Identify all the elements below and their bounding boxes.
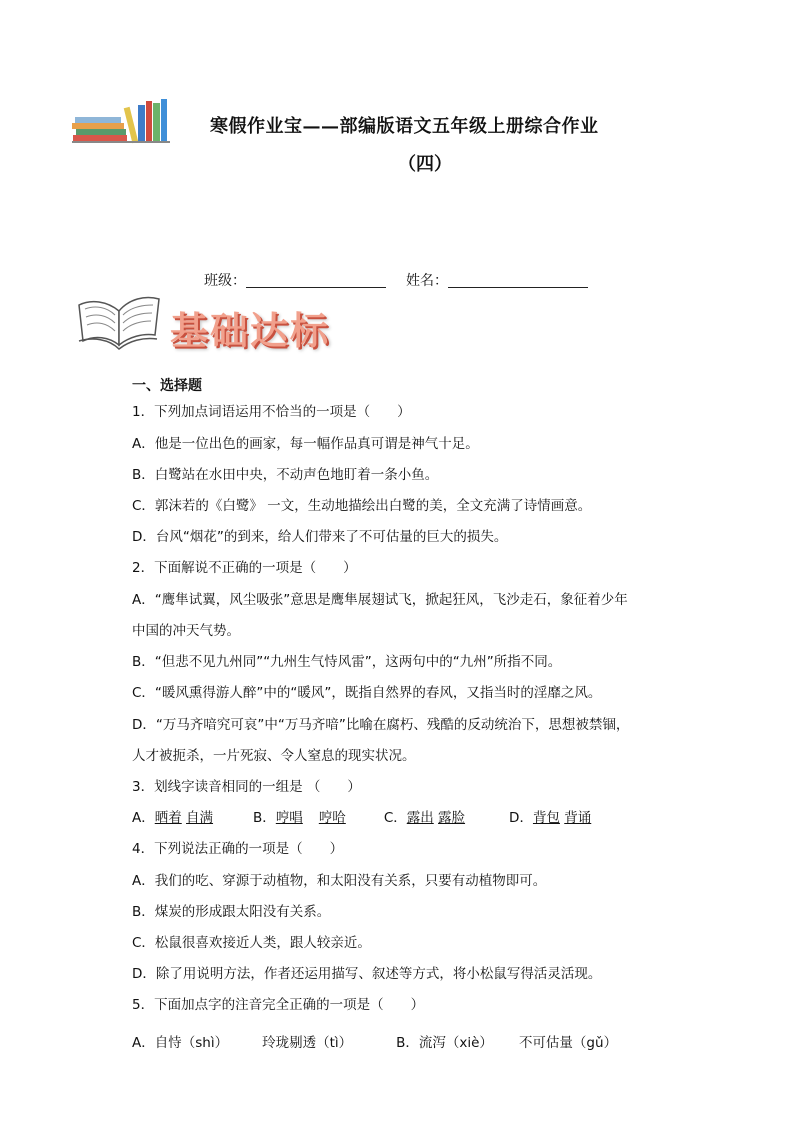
open-book-icon	[73, 293, 165, 353]
page-title: 寒假作业宝——部编版语文五年级上册综合作业	[210, 116, 599, 137]
q3-a-word1: 晒着	[154, 810, 182, 826]
stacked-books-icon	[72, 97, 172, 147]
question-2-option-b: B．“但悲不见九州同”“九州生气恃风雷”，这两句中的“九州”所指不同。	[132, 654, 562, 670]
q3-d-label: D．	[509, 810, 533, 826]
q5-a2: 玲珑剔透（tì）	[262, 1035, 353, 1051]
question-2-option-a-line2: 中国的冲天气势。	[132, 623, 240, 639]
question-4-stem: 4．下列说法正确的一项是（ ）	[132, 841, 344, 857]
name-blank[interactable]	[448, 273, 588, 288]
question-4-option-b: B．煤炭的形成跟太阳没有关系。	[132, 904, 331, 920]
question-2-option-d-line1: D．“万马齐喑究可哀”中“万马齐喑”比喻在腐朽、残酷的反动统治下，思想被禁锢，	[132, 717, 630, 733]
name-field[interactable]	[406, 270, 588, 290]
section-title: 一、选择题	[132, 378, 202, 394]
q3-b-label: B．	[253, 810, 276, 826]
q3-b-word1: 哼唱	[275, 810, 303, 826]
question-2-option-c: C．“暖风熏得游人醉”中的“暖风”，既指自然界的春风，又指当时的淫靡之风。	[132, 685, 602, 701]
question-1-option-b: B．白鹭站在水田中央，不动声色地盯着一条小鱼。	[132, 467, 439, 483]
class-label: 班级：	[204, 273, 246, 289]
q3-d-word2: 背诵	[564, 810, 592, 826]
question-1-option-c: C．郭沫若的《白鹭》 一文，生动地描绘出白鹭的美，全文充满了诗情画意。	[132, 498, 592, 514]
q3-b-word2: 哼哈	[318, 810, 346, 826]
question-1-option-a: A．他是一位出色的画家，每一幅作品真可谓是神气十足。	[132, 436, 479, 452]
question-5-options	[132, 1031, 617, 1051]
q5-b1: B．流泻（xiè）	[396, 1035, 493, 1051]
question-3-stem: 3．划线字读音相同的一组是 （ ）	[132, 779, 361, 795]
question-4-option-d: D．除了用说明方法，作者还运用描写、叙述等方式，将小松鼠写得活灵活现。	[132, 966, 602, 982]
section-banner: 基础达标	[170, 309, 331, 353]
q3-c-word1: 露出	[406, 810, 434, 826]
page-subtitle: （四）	[398, 154, 452, 175]
q3-c-word2: 露脸	[438, 810, 466, 826]
question-5-stem: 5．下面加点字的注音完全正确的一项是（ ）	[132, 997, 425, 1013]
question-1-stem: 1．下列加点词语运用不恰当的一项是（ ）	[132, 404, 411, 420]
class-field[interactable]	[204, 270, 386, 290]
q5-a1: A．自恃（shì）	[132, 1035, 229, 1051]
question-2-option-d-line2: 人才被扼杀，一片死寂、令人窒息的现实状况。	[132, 748, 416, 764]
q3-c-label: C．	[383, 810, 407, 826]
question-4-option-c: C．松鼠很喜欢接近人类，跟人较亲近。	[132, 935, 371, 951]
question-2-option-a-line1: A．“鹰隼试翼，风尘吸张”意思是鹰隼展翅试飞，掀起狂风，飞沙走石，象征着少年	[132, 592, 628, 608]
q5-b2: 不可估量（gǔ）	[518, 1035, 618, 1051]
q3-a-word2: 自满	[186, 810, 214, 826]
q3-a-label: A．	[132, 810, 155, 826]
question-4-option-a: A．我们的吃、穿源于动植物，和太阳没有关系，只要有动植物即可。	[132, 873, 547, 889]
question-1-option-d: D．台风“烟花”的到来，给人们带来了不可估量的巨大的损失。	[132, 529, 508, 545]
name-label: 姓名：	[406, 273, 448, 289]
class-blank[interactable]	[246, 273, 386, 288]
q3-d-word1: 背包	[532, 810, 560, 826]
question-3-options	[132, 806, 591, 826]
question-2-stem: 2．下面解说不正确的一项是（ ）	[132, 560, 357, 576]
